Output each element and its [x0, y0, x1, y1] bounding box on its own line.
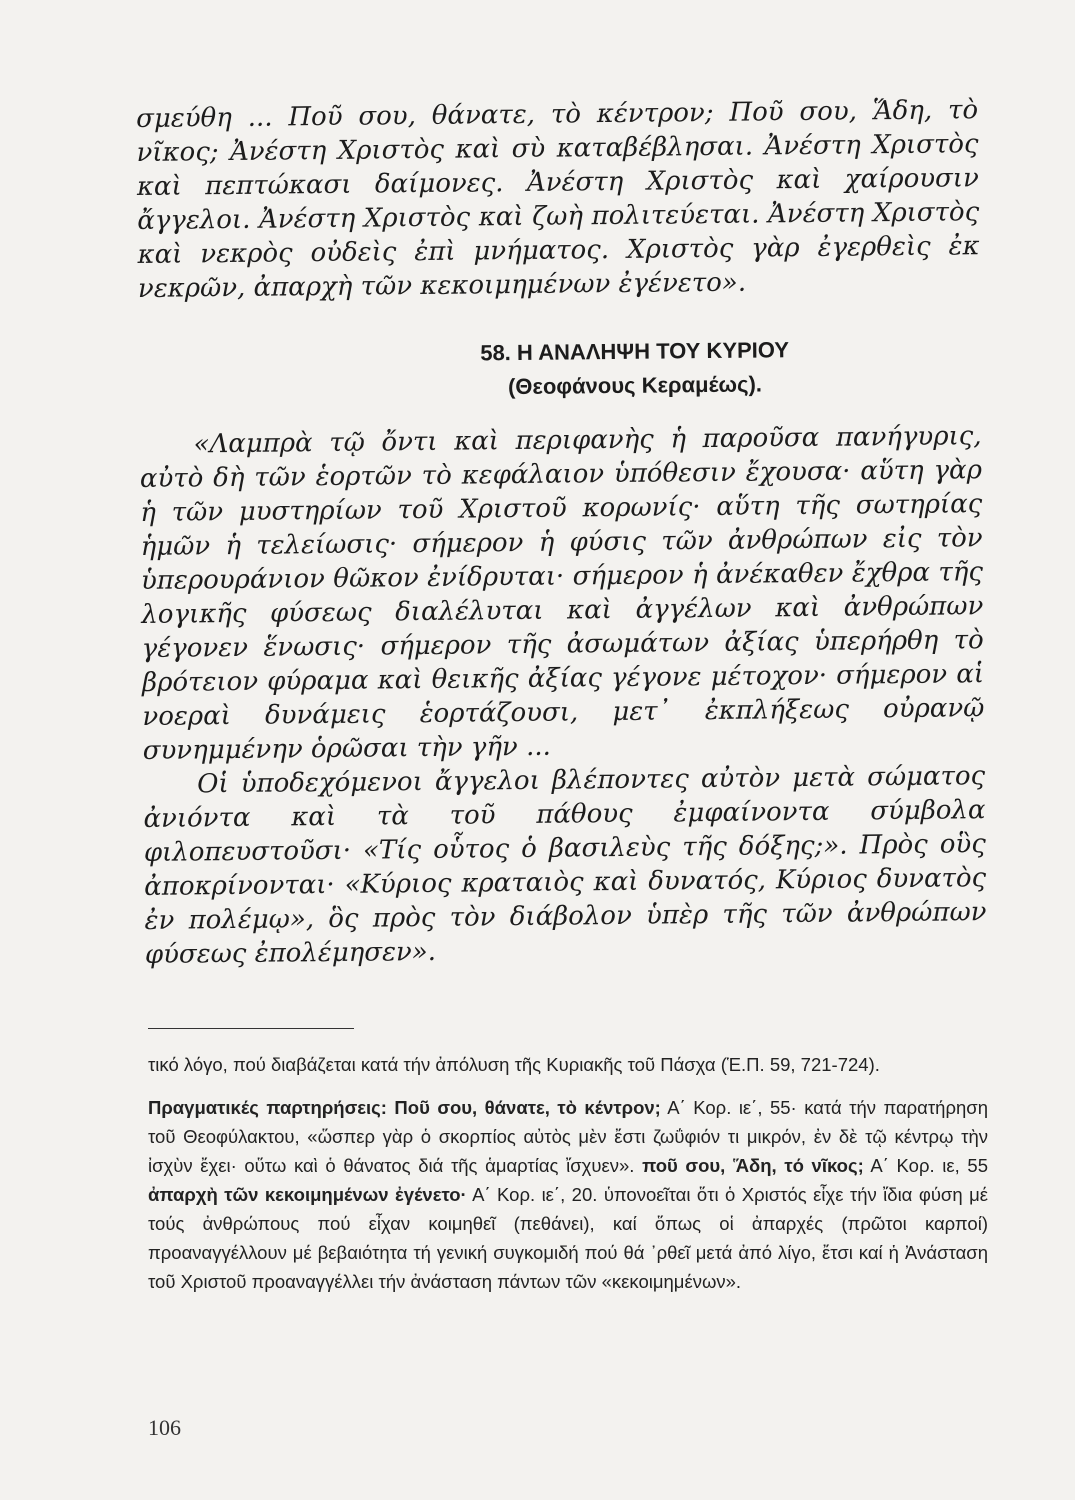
main-text [136, 93, 987, 972]
remark-label-3: ἀπαρχὴ τῶν κεκοιμημένων ἐγένετο· [148, 1184, 467, 1205]
section-heading [288, 331, 981, 406]
remark-text-2: Α΄ Κορ. ιε, 55 [863, 1155, 989, 1176]
remark-text-3: Α΄ Κορ. ιε΄, 20. ὑπονοεῖται ὅτι ὁ Χριστός εἶχε τήν ἴδια φύση μέ τούς ἀνθρώπους πού εἶχαν κοιμηθεῖ (πεθάνει), καί ὅπως οἱ ἀπαρχές (πρῶτοι καρποί) προαναγγέλλουν μέ βεβαιότητα τή γενική συγκομιδή πού θά ᾿ρθεῖ μετά ἀπό λίγο, ἔτσι καί ἡ Ἀνάσταση τοῦ Χριστοῦ προαναγγέλλει τήν ἀνάσταση πάντων τῶν «κεκοιμημένων». [148, 1184, 988, 1292]
body-paragraph-1: «Λαμπρὰ τῷ ὄντι καὶ περιφανὴς ἡ παροῦσα πανήγυρις, αὐτὸ δὴ τῶν ἑορτῶν τὸ κεφάλαιον ὑπόθεσιν ἔχουσα· αὕτη γὰρ ἡ τῶν μυστηρίων τοῦ Χριστοῦ κορωνίς· αὕτη τῆς σωτηρίας ἡμῶν ἡ τελείωσις· σήμερον ἡ φύσις τῶν ἀνθρώπων εἰς τὸν ὑπερουράνιον θῶκον ἐνίδρυται· σήμερον ἡ ἀνέκαθεν ἔχθρα τῆς λογικῆς φύσεως διαλέλυται καὶ ἀγγέλων καὶ ἀνθρώπων γέγονεν ἕνωσις· σήμερον τῆς ἀσωμάτων ἀξίας ὑπερήρθη τὸ βρότειον φύραμα καὶ θεικῆς ἀξίας γέγονε μέτοχον· σήμερον αἱ νοεραὶ δυνάμεις ἑορτάζουσι, μετ᾿ ἐκπλήξεως οὐρανῷ συνημμένην ὁρῶσαι τὴν γῆν ... [139, 421, 985, 766]
footnotes [148, 1050, 988, 1296]
section-author: (Θεοφάνους Κεραμέως). [507, 371, 763, 400]
remark-label-1: Πραγματικές παρτηρήσεις: Ποῦ σου, θάνατε, τὸ κέντρον; [148, 1097, 661, 1118]
footnote-continuation: τικό λόγο, πού διαβάζεται κατά τήν ἀπόλυση τῆς Κυριακῆς τοῦ Πάσχα (Ἑ.Π. 59, 721-724). [148, 1054, 880, 1075]
opening-paragraph: σμεύθη ... Ποῦ σου, θάνατε, τὸ κέντρον; Ποῦ σου, Ἅδη, τὸ νῖκος; Ἀνέστη Χριστὸς καὶ σὺ καταβέβλησαι. Ἀνέστη Χριστὸς καὶ πεπτώκασι δαίμονες. Ἀνέστη Χριστὸς καὶ χαίρουσιν ἄγγελοι. Ἀνέστη Χριστὸς καὶ ζωὴ πολιτεύεται. Ἀνέστη Χριστὸς καὶ νεκρὸς οὐδεὶς ἐπὶ μνήματος. Χριστὸς γὰρ ἐγερθεὶς ἐκ νεκρῶν, ἀπαρχὴ τῶν κεκοιμημένων ἐγένετο». [136, 95, 980, 304]
page-number: 106 [148, 1415, 181, 1440]
remark-text-1: Α΄ Κορ. ιε΄, 55· κατά τήν παρατήρηση τοῦ Θεοφύλακτου, «ὥσπερ γὰρ ὁ σκορπίος αὐτὸς μὲν ἔστι ζωΰφιόν τι μικρόν, ἐν δὲ τῷ κέντρῳ τὴν ἰσχὺν ἔχει· οὕτω καὶ ὁ θάνατος διά τῆς ἁμαρτίας ἴσχυεν». [148, 1097, 988, 1176]
footnote-divider [148, 1028, 354, 1029]
section-title: 58. Η ΑΝΑΛΗΨΗ ΤΟΥ ΚΥΡΙΟΥ [480, 337, 790, 366]
footnote-remarks [148, 1093, 988, 1296]
remark-label-2: ποῦ σου, Ἅδη, τό νῖκος; [642, 1155, 864, 1176]
body-paragraph-2: Οἱ ὑποδεχόμενοι ἄγγελοι βλέποντες αὐτὸν μετὰ σώματος ἀνιόντα καὶ τὰ τοῦ πάθους ἐμφαίνοντα σύμβολα φιλοπευστοῦσι· «Τίς οὗτος ὁ βασιλεὺς τῆς δόξης;». Πρὸς οὓς ἀποκρίνονται· «Κύριος κραταιὸς καὶ δυνατός, Κύριος δυνατὸς ἐν πολέμῳ», ὃς πρὸς τὸν διάβολον ὑπὲρ τῆς τῶν ἀνθρώπων φύσεως ἐπολέμησεν». [143, 761, 987, 970]
